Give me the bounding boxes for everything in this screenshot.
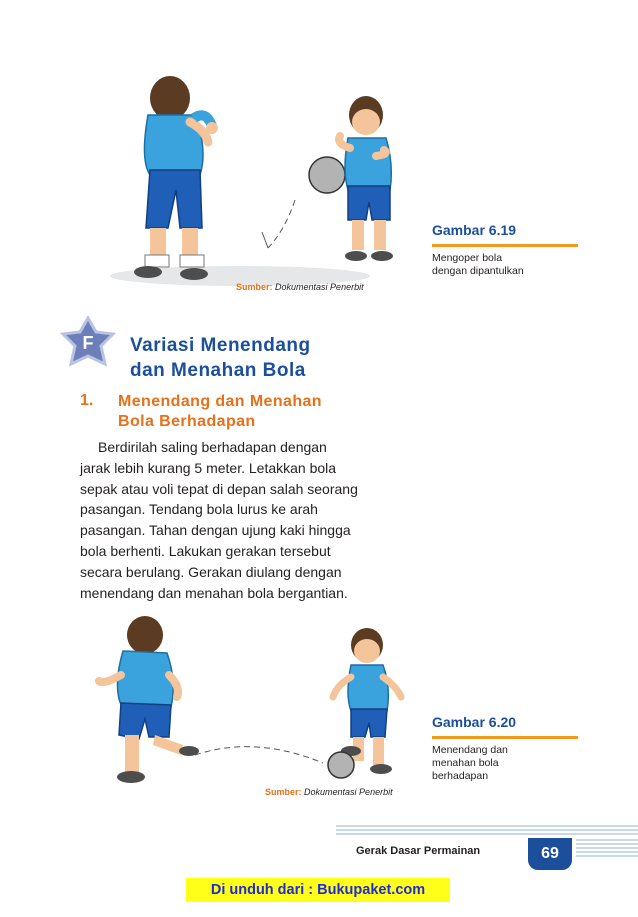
figure1-title: Gambar 6.19 [432, 222, 517, 238]
figure1-divider [432, 244, 578, 247]
section-star-badge-icon [60, 316, 116, 368]
subsection-title-line1: Menendang dan Menahan [118, 393, 322, 410]
illustration-kicking-stopping [85, 615, 415, 790]
subsection-number: 1. [80, 392, 94, 409]
figure2-divider [432, 736, 578, 739]
body-line: secara berulang. Gerakan diulang dengan [80, 563, 342, 580]
ball-icon [309, 157, 345, 193]
figure2-source [265, 787, 393, 797]
figure2-caption [432, 714, 578, 783]
figure2-title: Gambar 6.20 [432, 714, 517, 730]
boy-kicking-figure [99, 616, 199, 783]
source-value: Dokumentasi Penerbit [304, 787, 393, 797]
boy-right-figure [339, 96, 393, 261]
figure1-caption [432, 222, 578, 278]
body-line: pasangan. Tendang bola lurus ke arah [80, 501, 318, 518]
source-label: Sumber: [265, 787, 302, 797]
body-line: bola berhenti. Lakukan gerakan tersebut [80, 542, 331, 559]
section-title-line1: Variasi Menendang [130, 335, 311, 356]
body-paragraph [80, 437, 420, 603]
body-line: menendang dan menahan bola bergantian. [80, 584, 348, 601]
section-title-line2: dan Menahan Bola [130, 360, 306, 381]
footer-chapter-title: Gerak Dasar Permainan [356, 845, 481, 857]
page-number: 69 [528, 838, 572, 870]
ball-icon [328, 752, 354, 778]
section-title [130, 333, 311, 383]
figure1-caption-text: Mengoper bola dengan dipantulkan [432, 252, 524, 277]
source-value: Dokumentasi Penerbit [275, 282, 364, 292]
body-line: jarak lebih kurang 5 meter. Letakkan bola [80, 459, 337, 476]
body-line: Berdirilah saling berhadapan dengan [98, 439, 327, 455]
body-line: sepak atau voli tepat di depan salah seorang [80, 480, 358, 497]
source-label: Sumber: [236, 282, 273, 292]
boy-left-figure [134, 76, 218, 280]
download-banner: Di unduh dari : Bukupaket.com [186, 878, 450, 902]
figure1-source [236, 282, 364, 292]
body-line: pasangan. Tahan dengan ujung kaki hingga [80, 522, 351, 539]
subsection-title [118, 392, 322, 432]
illustration-passing-bounce [90, 70, 420, 295]
figure2-caption-text: Menendang dan menahan bola berhadapan [432, 744, 508, 782]
subsection-title-line2: Bola Berhadapan [118, 413, 256, 430]
section-letter: F [82, 333, 94, 353]
